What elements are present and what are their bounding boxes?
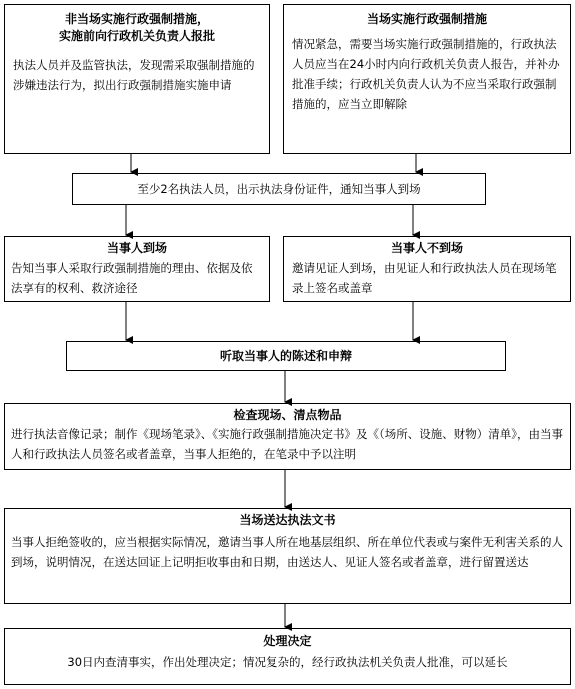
decision-title: 处理决定 bbox=[263, 634, 312, 648]
non-onsite-title-line1: 非当场实施行政强制措施， bbox=[64, 12, 209, 26]
onsite-text: 情况紧急，需要当场实施行政强制措施的，行政执法人员应当在24小时内向行政机关负责人报告，并补办批准手续；行政机关负责人认为不应当采取行政强制措施的，应当立即解除 bbox=[292, 37, 560, 111]
party-present-text: 告知当事人采取行政强制措施的理由、依据及依法享有的权利、救济途径 bbox=[11, 261, 253, 295]
deliver-title: 当场送达执法文书 bbox=[239, 513, 336, 527]
onsite-title: 当场实施行政强制措施 bbox=[366, 12, 487, 26]
decision-text: 30日内查清事实，作出处理决定；情况复杂的，经行政执法机关负责人批准，可以延长 bbox=[67, 655, 508, 669]
hearing-text: 听取当事人的陈述和申辩 bbox=[219, 349, 352, 363]
party-absent-title: 当事人不到场 bbox=[390, 241, 463, 255]
party-present-title: 当事人到场 bbox=[106, 241, 167, 255]
deliver-text: 当事人拒绝签收的，应当根据实际情况，邀请当事人所在地基层组织、所在单位代表或与案件无利害关系的人到场，说明情况，在送达回证上记明拒收事由和日期，由送达人、见证人签名或者盖章，进行留置送达 bbox=[11, 535, 563, 569]
non-onsite-title-line2: 实施前向行政机关负责人报批 bbox=[58, 29, 215, 43]
party-absent-text: 邀请见证人到场，由见证人和行政执法人员在现场笔录上签名或盖章 bbox=[292, 261, 557, 295]
inspect-title: 检查现场、清点物品 bbox=[233, 408, 342, 422]
non-onsite-text: 执法人员并及监管执法，发现需采取强制措施的涉嫌违法行为，拟出行政强制措施实施申请 bbox=[13, 58, 255, 92]
inspect-text: 进行执法音像记录；制作《现场笔录》、《实施行政强制措施决定书》及《（场所、设施、财物）清单》，由当事人和行政执法人员签名或者盖章，当事人拒绝的，在笔录中予以注明 bbox=[11, 427, 563, 461]
notify-text: 至少2名执法人员，出示执法身份证件，通知当事人到场 bbox=[137, 182, 421, 196]
